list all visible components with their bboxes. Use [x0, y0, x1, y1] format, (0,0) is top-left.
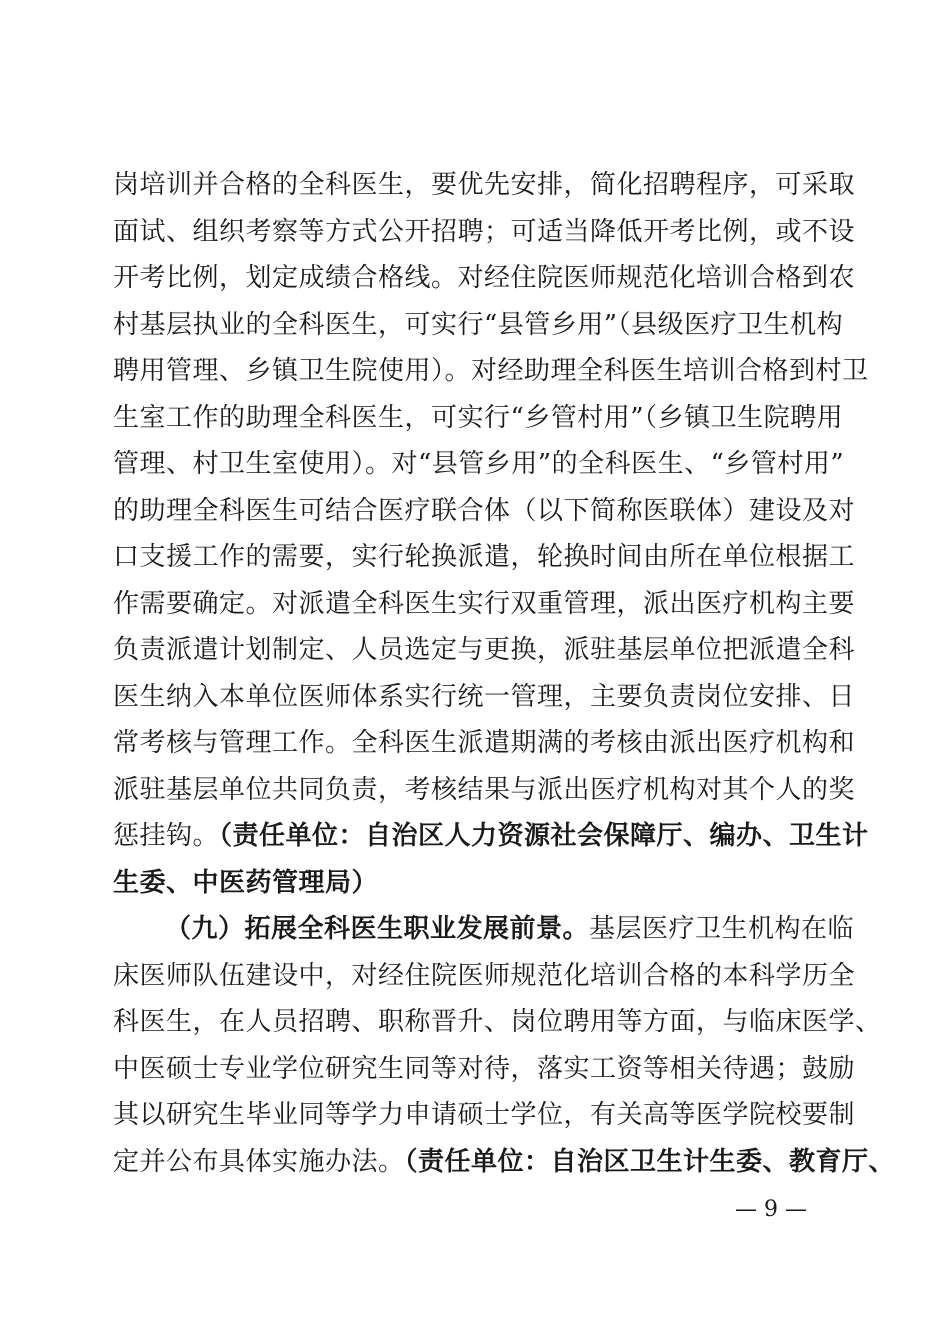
text-segment: 常考核与管理工作。全科医生派遣期满的考核由派出医疗机构和: [113, 728, 856, 758]
document-body: [113, 162, 896, 1185]
bold-text-segment: 生委、中医药管理局）: [113, 867, 379, 898]
text-line: [113, 906, 855, 953]
text-line: [113, 441, 843, 488]
text-segment: 其以研究生毕业同等学力申请硕士学位，有关高等医学院校要制: [113, 1100, 856, 1130]
text-segment: 惩挂钩。: [113, 821, 220, 851]
text-line: [113, 581, 856, 628]
text-line: [113, 1046, 856, 1093]
text-line: [113, 209, 856, 256]
text-line: [113, 767, 856, 814]
text-segment: 开考比例，划定成绩合格线。对经住院医师规范化培训合格到农: [113, 263, 856, 293]
bold-text-segment: （责任单位：自治区人力资源社会保障厅、编办、卫生计: [219, 821, 869, 851]
text-segment: 中医硕士专业学位研究生同等对待，落实工资等相关待遇；鼓励: [113, 1053, 856, 1084]
text-segment: 面试、组织考察等方式公开招聘；可适当降低开考比例，或不设: [113, 216, 856, 247]
text-segment: 医生纳入本单位医师体系实行统一管理，主要负责岗位安排、日: [113, 681, 856, 712]
text-segment: 生室工作的助理全科医生，可实行“乡管村用”（乡镇卫生院聘用: [113, 402, 844, 433]
text-line: [113, 1092, 856, 1139]
text-segment: 定并公布具体实施办法。: [113, 1146, 405, 1177]
text-line: [113, 395, 843, 442]
text-line: [113, 953, 856, 1000]
text-line: [113, 255, 856, 302]
text-line: [113, 302, 843, 349]
text-line: [113, 860, 843, 907]
text-line: [113, 488, 856, 535]
bold-text-segment: （九）拓展全科医生职业发展前景。: [165, 914, 590, 944]
text-line: [113, 674, 856, 721]
text-segment: 派驻基层单位共同负责，考核结果与派出医疗机构对其个人的奖: [113, 774, 856, 805]
text-line: [113, 999, 882, 1046]
text-line: [113, 627, 856, 674]
text-segment: 的助理全科医生可结合医疗联合体（以下简称医联体）建设及对: [113, 495, 856, 526]
text-segment: 管理、村卫生室使用）。对“县管乡用”的全科医生、“乡管村用”: [113, 449, 845, 479]
text-segment: 基层医疗卫生机构在临: [589, 914, 855, 944]
text-line: [113, 162, 856, 209]
text-segment: 聘用管理、乡镇卫生院使用）。对经助理全科医生培训合格到村卫: [113, 356, 869, 386]
text-line: [113, 534, 856, 581]
text-line: [113, 1139, 896, 1186]
bold-text-segment: （责任单位：自治区卫生计生委、教育厅、: [404, 1146, 896, 1177]
text-segment: 岗培训并合格的全科医生，要优先安排，简化招聘程序，可采取: [113, 170, 856, 200]
text-line: [113, 720, 856, 767]
text-segment: 床医师队伍建设中，对经住院医师规范化培训合格的本科学历全: [113, 960, 856, 991]
text-line: [113, 813, 869, 860]
text-segment: 村基层执业的全科医生，可实行“县管乡用”（县级医疗卫生机构: [113, 309, 844, 340]
text-segment: 作需要确定。对派遣全科医生实行双重管理，派出医疗机构主要: [113, 588, 856, 619]
text-segment: 口支援工作的需要，实行轮换派遣，轮换时间由所在单位根据工: [113, 542, 856, 572]
text-line: [113, 348, 869, 395]
page-number: — 9 —: [735, 1197, 807, 1222]
text-segment: 负责派遣计划制定、人员选定与更换，派驻基层单位把派遣全科: [113, 635, 856, 665]
text-segment: 科医生，在人员招聘、职称晋升、岗位聘用等方面，与临床医学、: [113, 1007, 882, 1037]
